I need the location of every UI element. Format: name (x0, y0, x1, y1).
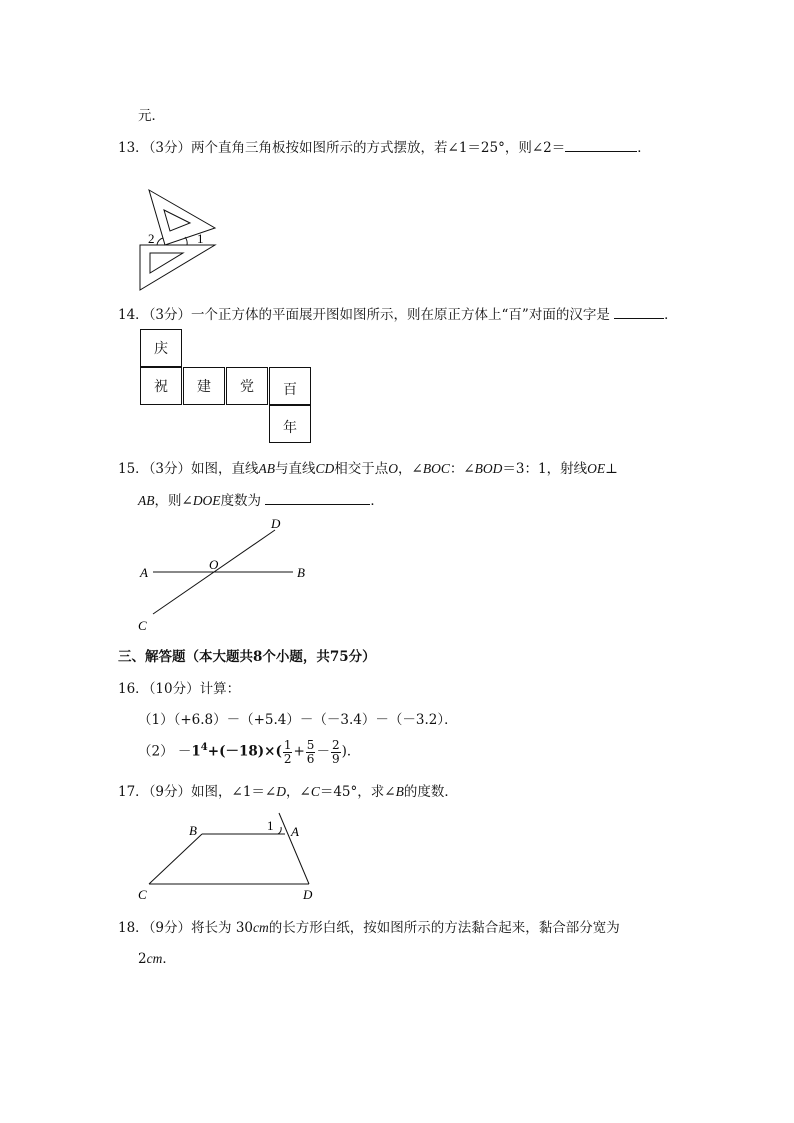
number: 2 (138, 951, 147, 967)
answer-blank[interactable] (614, 304, 664, 319)
text: － (316, 743, 330, 760)
angle-1-arc (278, 827, 281, 834)
text: 的度数． (403, 784, 458, 800)
continuation-text: 元． (138, 108, 165, 124)
question-number: 14． (118, 307, 149, 323)
net-cell: 祝 (140, 367, 182, 405)
text: + (293, 743, 305, 760)
question-17 (118, 780, 458, 800)
var: AB (138, 493, 155, 508)
question-score: （9分） (148, 784, 192, 800)
label-b: B (297, 565, 305, 580)
unit: cm (253, 920, 269, 935)
net-cell: 建 (183, 367, 225, 405)
angle-2-arc (157, 238, 163, 245)
question-15-line1 (118, 457, 618, 477)
var: O (388, 461, 399, 476)
text: ：∠ (449, 461, 475, 477)
question-16-part1: （1）（+6.8）－（+5.4）－（－3.4）－（－3.2）． (138, 712, 458, 728)
text: 度数为 (220, 493, 262, 509)
angle-2-label: 2 (148, 231, 155, 246)
question-16-part2 (138, 733, 360, 767)
var: BOC (422, 461, 450, 476)
text: ＝3：1，射线 (502, 461, 588, 477)
side-bc (149, 834, 202, 884)
question-text: 两个直角三角板按如图所示的方式摆放，若∠1＝25°，则∠2＝ (191, 140, 566, 156)
question-text: 计算： (199, 681, 241, 697)
net-cell-bottom: 年 (269, 405, 311, 443)
text-end: )． (341, 743, 361, 760)
question-number: 13． (118, 140, 149, 156)
label-b: B (189, 823, 197, 838)
question-score: （10分） (148, 681, 200, 697)
text: ⊥ (605, 461, 618, 477)
text: ，∠ (398, 461, 423, 477)
label-a: A (140, 565, 148, 580)
var: D (276, 784, 286, 799)
question-18-line1 (118, 916, 620, 936)
var: AB (258, 461, 276, 476)
part-label: （2） (138, 743, 174, 760)
text: ，则∠ (154, 493, 193, 509)
var: B (395, 784, 404, 799)
text: 与直线 (275, 461, 316, 477)
question-text-end: ． (664, 307, 678, 323)
label-d: D (271, 516, 281, 531)
answer-blank[interactable] (265, 490, 370, 505)
question-13 (118, 136, 651, 156)
text: ，∠ (286, 784, 311, 800)
upper-set-square-hole (164, 210, 190, 231)
question-score: （3分） (148, 461, 192, 477)
lower-set-square (140, 245, 215, 290)
text: 如图，直线 (191, 461, 259, 477)
angle-1-arc (185, 237, 187, 245)
angle-1-label: 1 (197, 231, 204, 246)
question-score: （9分） (148, 920, 192, 936)
angle-1-label: 1 (267, 818, 274, 833)
net-cell: 党 (226, 367, 268, 405)
unit: cm (146, 951, 163, 966)
question-14 (118, 303, 678, 323)
question-number: 18． (118, 920, 149, 936)
question-text-end: ． (637, 140, 651, 156)
question-text: 一个正方体的平面展开图如图所示，则在原正方体上“百”对面的汉字是 (191, 307, 610, 323)
base: 1 (191, 743, 201, 760)
question-score: （3分） (148, 140, 192, 156)
net-cell: 百 (269, 367, 311, 405)
question-number: 17． (118, 784, 149, 800)
text: 相交于点 (334, 461, 389, 477)
var: DOE (192, 493, 221, 508)
text: － (177, 743, 192, 760)
fraction: $\frac{5}{6}$ (306, 737, 315, 766)
question-number: 15． (118, 461, 149, 477)
question-number: 16． (118, 681, 149, 697)
intersecting-lines-figure (133, 514, 323, 634)
lower-set-square-hole (150, 253, 183, 273)
var: C (310, 784, 320, 799)
question-16 (118, 677, 240, 697)
text: 将长为 30 (191, 920, 254, 936)
question-15-line2 (138, 489, 384, 509)
label-o: O (209, 557, 219, 572)
section-title: 三、解答题（本大题共8个小题，共75分） (118, 649, 376, 665)
question-score: （3分） (148, 307, 192, 323)
answer-blank[interactable] (565, 137, 637, 152)
net-cell-top: 庆 (140, 329, 182, 367)
text: ＝45°，求∠ (319, 784, 396, 800)
text: 如图，∠1＝∠ (191, 784, 277, 800)
fraction: $\frac{1}{2}$ (283, 737, 292, 766)
upper-set-square (149, 190, 215, 245)
label-c: C (138, 887, 147, 902)
exponent: 4 (200, 742, 208, 753)
fraction: $\frac{2}{9}$ (331, 737, 340, 766)
text-end: ． (370, 493, 384, 509)
question-18-line2 (138, 947, 176, 967)
set-squares-figure (135, 185, 225, 295)
trapezoid-figure (135, 810, 325, 905)
label-d: D (303, 887, 313, 902)
label-c: C (138, 618, 147, 633)
var: OE (587, 461, 606, 476)
text: +(－18)×( (207, 743, 282, 760)
label-a: A (291, 824, 299, 839)
var: CD (315, 461, 335, 476)
text-end: ． (162, 951, 176, 967)
text: 的长方形白纸，按如图所示的方法黏合起来，黏合部分宽为 (268, 920, 620, 936)
var: BOD (474, 461, 503, 476)
